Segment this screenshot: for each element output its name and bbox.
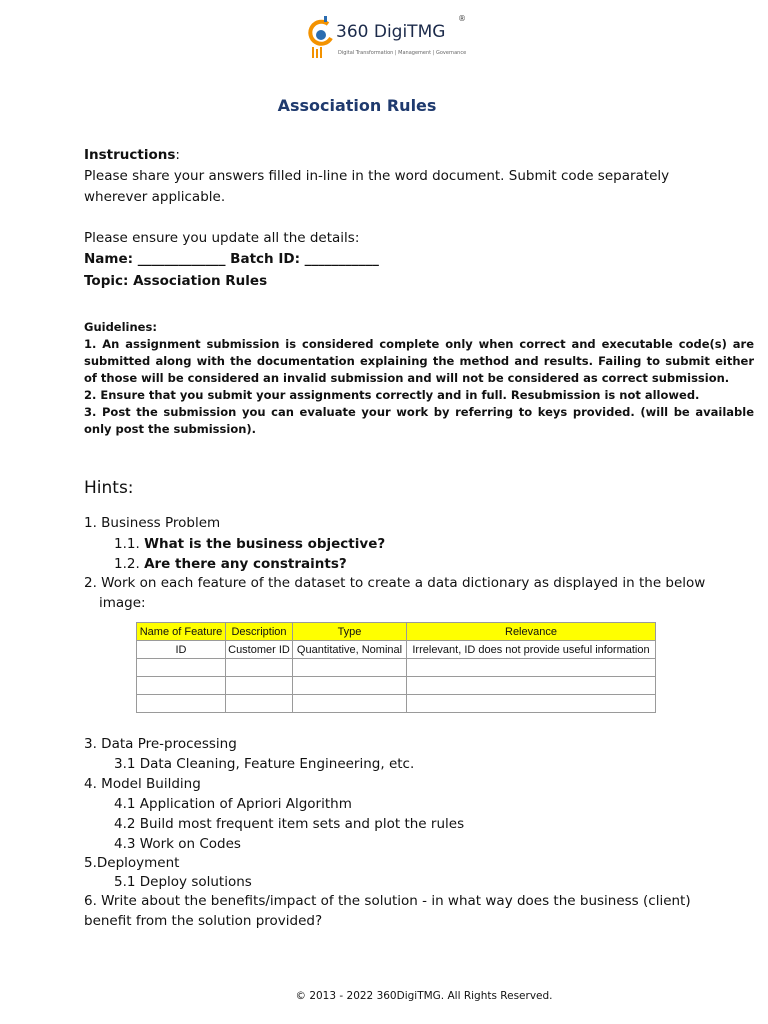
table-cell (407, 695, 656, 713)
data-dictionary-table (136, 622, 656, 713)
table-cell (407, 677, 656, 695)
table-cell (137, 677, 226, 695)
column-header: Description (226, 623, 293, 641)
hint-6-line-2: benefit from the solution provided? (84, 913, 323, 929)
table-row (137, 677, 656, 695)
hint-1-2 (114, 554, 347, 574)
page-title: Association Rules (277, 96, 437, 115)
name-batch-fields: Name: _____________ Batch ID: ___________ (84, 251, 379, 267)
table-cell (407, 659, 656, 677)
copyright-footer: © 2013 - 2022 360DigiTMG. All Rights Reserved. (295, 990, 553, 1002)
table-cell (137, 695, 226, 713)
table-cell (226, 677, 293, 695)
instructions-heading-label: Instructions (84, 147, 176, 163)
hint-4-1: 4.1 Application of Apriori Algorithm (114, 796, 352, 812)
hint-4: 4. Model Building (84, 776, 201, 792)
table-cell (293, 695, 407, 713)
table-row (137, 695, 656, 713)
hint-3: 3. Data Pre-processing (84, 736, 237, 752)
update-details-text: Please ensure you update all the details: (84, 230, 360, 246)
logo-mark-icon (304, 14, 336, 60)
instructions-line-2: wherever applicable. (84, 189, 226, 205)
hint-4-3: 4.3 Work on Codes (114, 836, 241, 852)
logo-wordmark: 360 DigiTMG (336, 22, 446, 42)
guideline-item: 1. An assignment submission is considered complete only when correct and executable code(s) are submitted along with the documentation explaining the method and results. Failing to submit either of those will be considered an invalid submission and will not be considered as correct submission. (84, 337, 754, 385)
table-row (137, 641, 656, 659)
instructions-heading (84, 145, 180, 165)
hint-1: 1. Business Problem (84, 515, 221, 531)
instructions-heading-colon: : (175, 147, 180, 163)
hint-6-line-1: 6. Write about the benefits/impact of the solution - in what way does the business (client) (84, 893, 691, 909)
table-cell (137, 659, 226, 677)
table-header-row (137, 623, 656, 641)
instructions-line-1: Please share your answers filled in-line in the word document. Submit code separately (84, 168, 670, 184)
table-cell: Irrelevant, ID does not provide useful information (407, 641, 656, 659)
guideline-item: 2. Ensure that you submit your assignments correctly and in full. Resubmission is not allowed. (84, 388, 700, 402)
table-cell: Quantitative, Nominal (293, 641, 407, 659)
hint-1-1-number: 1.1. (114, 536, 140, 552)
table-cell: ID (137, 641, 226, 659)
hint-5-1: 5.1 Deploy solutions (114, 874, 252, 890)
company-logo (304, 14, 474, 60)
table-cell: Customer ID (226, 641, 293, 659)
hint-1-1-text: What is the business objective? (144, 536, 386, 552)
hint-5: 5.Deployment (84, 855, 180, 871)
guidelines-heading: Guidelines: (84, 320, 157, 334)
registered-mark: ® (458, 14, 466, 23)
hint-1-2-text: Are there any constraints? (144, 556, 347, 572)
guideline-item: 3. Post the submission you can evaluate your work by referring to keys provided. (will be available only post the submission). (84, 405, 754, 436)
hint-1-1 (114, 534, 385, 554)
logo-tagline: Digital Transformation | Management | Governance (338, 50, 467, 56)
hint-3-1: 3.1 Data Cleaning, Feature Engineering, etc. (114, 756, 415, 772)
hint-4-2: 4.2 Build most frequent item sets and plot the rules (114, 816, 465, 832)
hints-heading: Hints: (84, 478, 134, 498)
guidelines-section (84, 319, 754, 438)
hint-2-line-1: 2. Work on each feature of the dataset to create a data dictionary as displayed in the below (84, 575, 706, 591)
hint-2-line-2: image: (99, 595, 146, 611)
table-cell (293, 677, 407, 695)
column-header: Relevance (407, 623, 656, 641)
table-cell (226, 659, 293, 677)
hint-1-2-number: 1.2. (114, 556, 140, 572)
table-cell (293, 659, 407, 677)
table-row (137, 659, 656, 677)
column-header: Name of Feature (137, 623, 226, 641)
topic-line: Topic: Association Rules (84, 273, 268, 289)
column-header: Type (293, 623, 407, 641)
table-cell (226, 695, 293, 713)
